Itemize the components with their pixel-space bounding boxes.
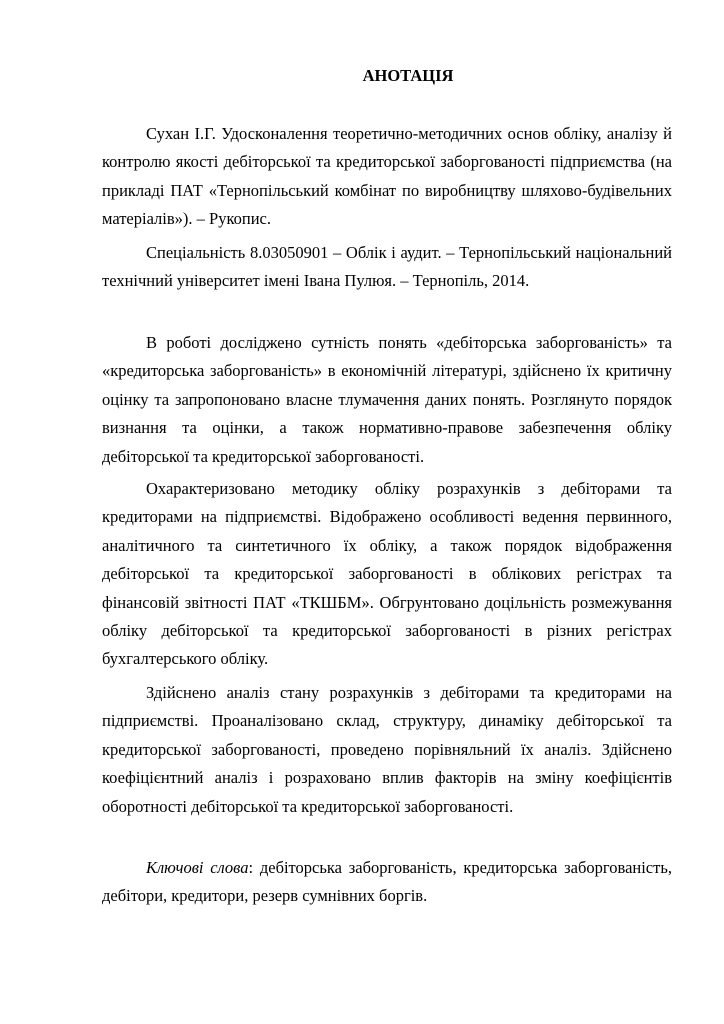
paragraph-research-concepts: В роботі досліджено сутність понять «дебіторська заборгованість» та «кредиторська заборгованість» в економічній літературі, здійснено їх критичну оцінку та запропоновано власне тлумачення даних понять. Розглянуто порядок визнання та оцінки, а також нормативно-правове забезпечення обліку дебіторської та кредиторської заборгованості. — [102, 333, 672, 466]
paragraph-author-citation: Сухан І.Г. Удосконалення теоретично-методичних основ обліку, аналізу й контролю якості дебіторської та кредиторської заборгованості підприємства (на прикладі ПАТ «Тернопільський комбінат по виробництву шляхово-будівельних матеріалів»). – Рукопис. — [102, 124, 672, 229]
paragraph-specialty: Спеціальність 8.03050901 – Облік і аудит. – Тернопільський національний технічний університет імені Івана Пулюя. – Тернопіль, 2014. — [102, 243, 672, 291]
paragraph-analysis: Здійснено аналіз стану розрахунків з дебіторами та кредиторами на підприємстві. Проаналізовано склад, структуру, динаміку дебіторської та кредиторської заборгованості, проведено порівняльний їх аналіз. Здійснено коефіцієнтний аналіз і розраховано вплив факторів на зміну коефіцієнтів оборотності дебіторської та кредиторської заборгованості. — [102, 683, 672, 816]
keywords-text: дебіторська заборгованість, кредиторська заборгованість, дебітори, кредитори, резерв сумнівних боргів. — [102, 858, 672, 906]
paragraph-accounting-methodology: Охарактеризовано методику обліку розрахунків з дебіторами та кредиторами на підприємстві. Відображено особливості ведення первинного, аналітичного та синтетичного їх обліку, а також порядок відображення дебіторської та кредиторської заборгованості в облікових регістрах та фінансовій звітності ПАТ «ТКШБМ». Обгрунтовано доцільність розмежування обліку дебіторської та кредиторської заборгованості в різних регістрах бухгалтерського обліку. — [102, 479, 672, 669]
keywords-label: Ключові слова — [146, 858, 249, 877]
keywords-separator: : — [248, 858, 254, 877]
page-title: АНОТАЦІЯ — [362, 66, 454, 85]
keywords-paragraph — [102, 854, 672, 911]
